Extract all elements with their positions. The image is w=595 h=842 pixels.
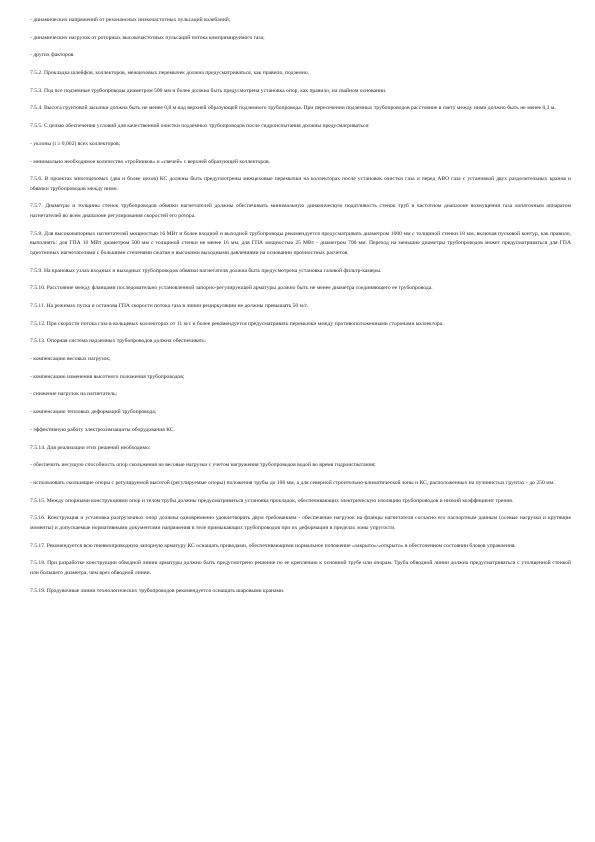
paragraph: - компенсацию тепловых деформаций трубопровода;: [30, 409, 157, 416]
paragraph: 7.5.8. Для высоконапорных нагнетателей мощностью 16 МВт и более входной и выходной трубопроводы рекомендуется предусматривать диаметром 1000 мм с толщиной стенки 18 мм, включая пусковой контур, как правило, выполнять: для ГПА 16 МВт диаметром 500 мм с толщиной стенки не менее 16 мм, для ГПА мощностью 25 МВт - диаметром 700 мм. Переход на меньшие диаметры трубопроводов может предусматриваться для ГПА однотипных нагнетателями с большими степенями сжатия и высокими выходными давлениями на основании прочностных расчетов.: [30, 230, 571, 256]
paragraph: - компенсацию изменения высотного положения трубопроводов;: [30, 373, 185, 380]
paragraph: 7.5.7. Диаметры и толщины стенок трубопроводов обвязки нагнетателей должны обеспечивать минимальную динамическую податливость стенок труб в частотном диапазоне возмущения газа лопаточным аппаратом нагнетателей во всем диапазоне регулирования скоростей его ротора.: [30, 203, 571, 220]
paragraph: 7.5.2. Прокладка шлейфов, коллекторов, межцеховых перемычек должна предусматриваться, как правило, подземно.: [30, 70, 310, 77]
paragraph: 7.5.10. Расстояние между фланцами последовательно установленной запорно-регулирующей арматуры должно быть не менее диаметра соединяющего ее трубопровода.: [30, 285, 433, 292]
paragraph: 7.5.11. На режимах пуска и останова ГПА скорости потока газа в линии рециркуляции не должны превышать 50 м/с.: [30, 303, 309, 309]
paragraph: 7.5.15. Между опорными конструкциями опор и телом трубы должны предусматриваться установка прокладок, обеспечивающих электрическую изоляцию трубопроводов и низкий коэффициент трения.: [30, 497, 514, 504]
paragraph: - компенсацию весовых нагрузок;: [30, 356, 111, 363]
paragraph: - обеспечить несущую способность опор скольжения на весовые нагрузки с учетом нагружения трубопроводов водой во время гидроиспытания;: [30, 462, 376, 469]
paragraph: 7.5.13. Опорная система надземных трубопроводов должна обеспечивать:: [30, 338, 207, 345]
paragraph: 7.5.14. Для реализации этих решений необходимо:: [30, 444, 151, 451]
paragraph: - эффективную работу электрохимзащиты оборудования КС.: [30, 426, 175, 433]
paragraph: 7.5.19. Продувочные линии технологических трубопроводов рекомендуется оснащать шаровыми кранами.: [30, 587, 285, 594]
paragraph: 7.5.17. Рекомендуется всю пневмоприводную запорную арматуру КС оснащать приводами, обеспечивающими нормальное положение «закрыто»/«открыто» в обесточенном состоянии блоков управления.: [30, 542, 516, 549]
paragraph: - использовать скользящие опоры с регулируемой высотой (регулируемые опоры) положения трубы до 100 мм, а для северной строительно-климатической зоны и КС, расположенных на пучинистых грунтах - до 250 мм.: [30, 479, 555, 486]
paragraph: 7.5.12. При скорости потока газа в кольцевых коллекторах от 11 м/с и более рекомендуется предусматривать перемычки между противоположенными сторонами коллектора.: [30, 320, 444, 327]
paragraph: - динамических нагрузок от роторных высокочастотных пульсаций потока компримируемого газа;: [30, 34, 265, 41]
paragraph: 7.5.18. При разработке конструкции обводной линии арматуры должно быть предусмотрено решение по ее креплению к основной трубе или опорам. Труба обводной линии должна предусматриваться с утолщенной стенкой или большего диаметра, чем врез обводной линии.: [30, 560, 571, 576]
paragraph: 7.5.3. Под все подземные трубопроводы диаметром 500 мм и более должна быть предусмотрена установка опор, как правило, на свайном основании.: [30, 87, 387, 94]
paragraph: - других факторов.: [30, 52, 75, 59]
paragraph: - динамических напряжений от резонансных низкочастотных пульсаций колебаний;: [30, 17, 231, 23]
paragraph: 7.5.9. На крановых узлах входных и выходных трубопроводов обвязки нагнетателя должна быть предусмотрена установка газовой фильтр-камеры.: [30, 267, 382, 274]
paragraph: 7.5.5. С целью обеспечения условий для качественной очистки подземных трубопроводов после гидроиспытания должны предусматриваться:: [30, 123, 370, 130]
paragraph: 7.5.16. Конструкция и установка разгрузочных опор должны одновременно удовлетворять двум требованиям - обеспечение нагрузок на фланцы нагнетателя согласно его паспортным данным (осевые нагрузки и крутящие моменты) и допускаемые нормативными документами напряжения в теле примыкающих трубопроводов при их деформации в пределах зоны упругости.: [30, 515, 571, 531]
paragraph: 7.5.4. Высота грунтовой засыпки должна быть не менее 0,8 м над верхней образующей подземного трубопровода. При пересечении подземных трубопроводов расстояние в свету между ними должно быть не менее 0,3 м.: [30, 105, 556, 112]
paragraph: - минимально необходимое количество «тройников» и «свечей» с верхней образующей коллекторов.: [30, 158, 271, 165]
document-page: [30, 16, 571, 604]
paragraph: 7.5.6. В проектах многоцеховых (два и более цехов) КС должны быть предусмотрены межцеховые перемычки на коллекторах после установок очистки газа и перед АВО газа с установкой двух разделительных кранов и обвязки трубопроводов между ними.: [30, 176, 571, 192]
paragraph: - снижение нагрузок на нагнетатель;: [30, 391, 118, 398]
paragraph: - уклоны (i ≥ 0,002) всех коллекторов;: [30, 140, 121, 147]
